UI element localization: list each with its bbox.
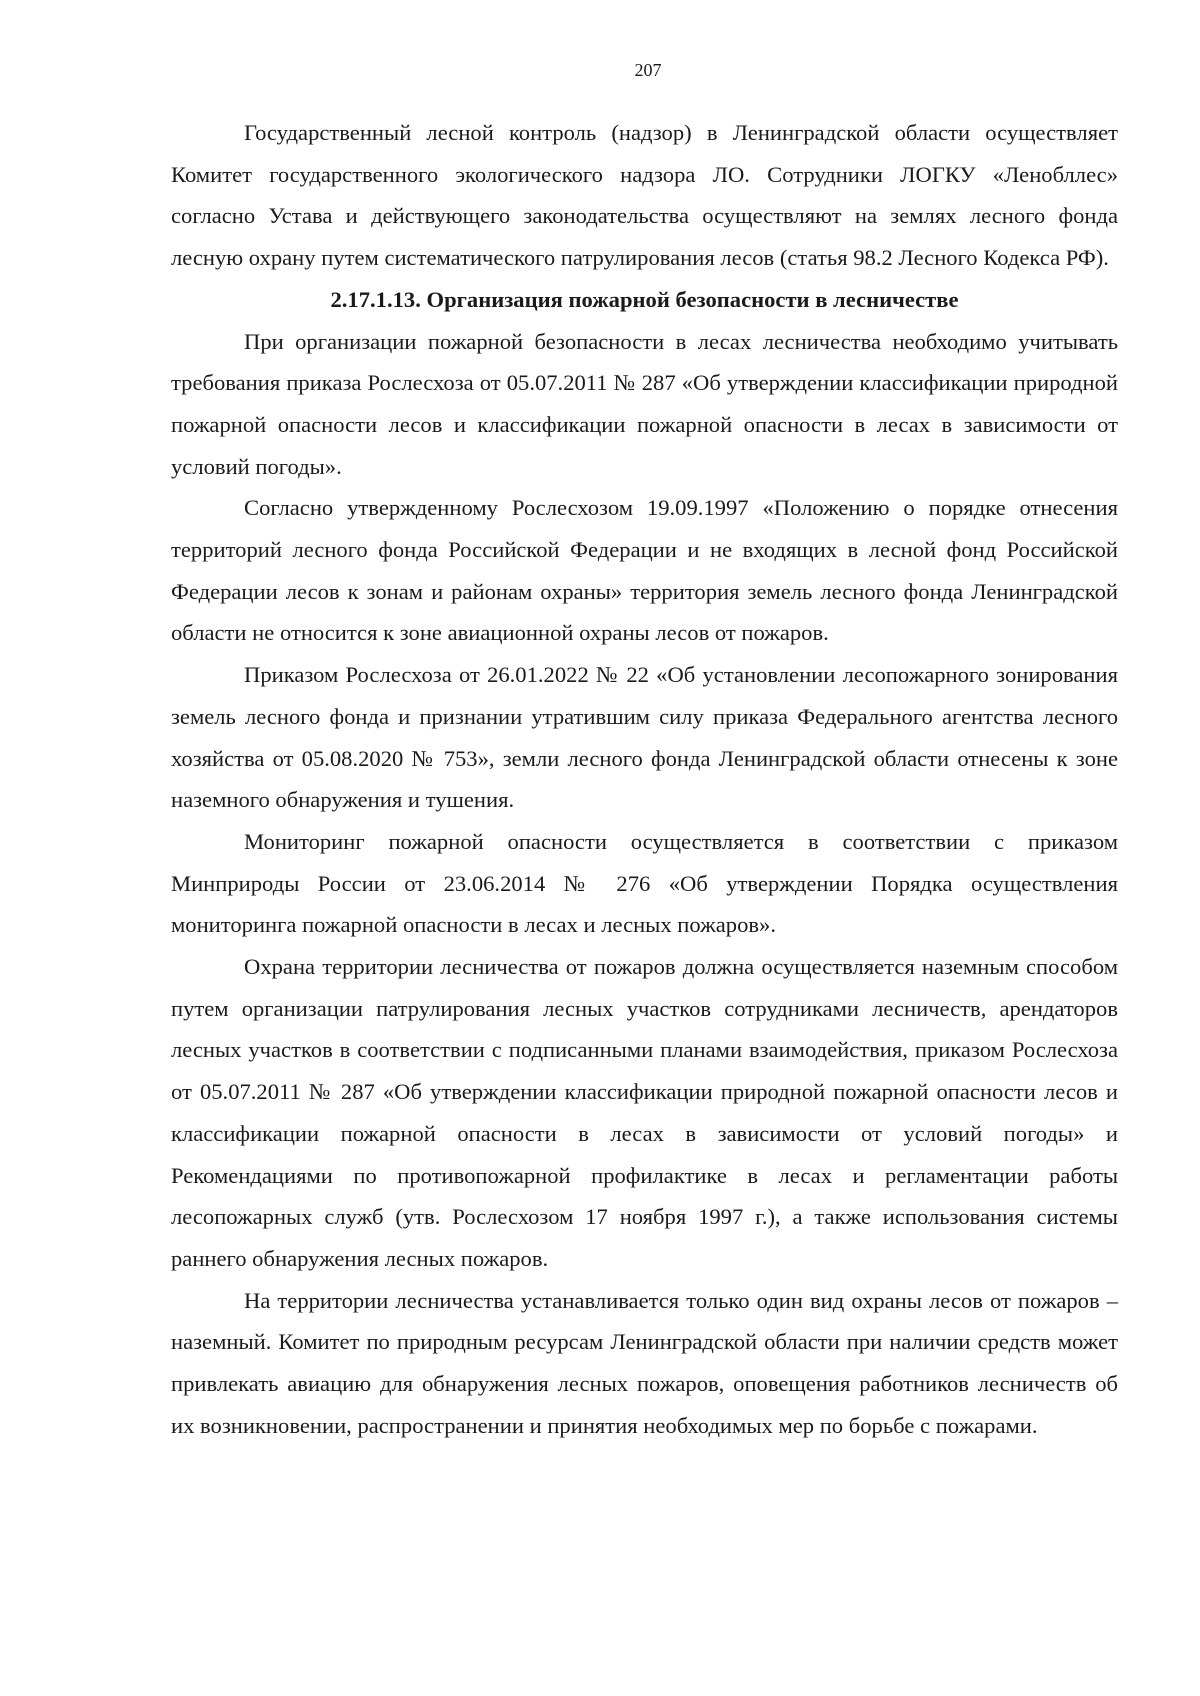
paragraph-protection-zones: Согласно утвержденному Рослесхозом 19.09.1997 «Положению о порядке отнесения территорий лесного фонда Российской Федерации и не входящих в лесной фонд Российской Федерации лесов к зонам и районам охраны» территория земель лесного фонда Ленинградской области не относится к зоне авиационной охраны лесов от пожаров. <box>171 495 1118 646</box>
paragraph-fire-monitoring: Мониторинг пожарной опасности осуществляется в соответствии с приказом Минприроды России от 23.06.2014 № 276 «Об утверждении Порядка осуществления мониторинга пожарной опасности в лесах и лесных пожаров». <box>171 828 1118 938</box>
page-number: 207 <box>634 60 662 80</box>
paragraph-ground-protection: Охрана территории лесничества от пожаров должна осуществляется наземным способом путем организации патрулирования лесных участков сотрудниками лесничеств, арендаторов лесных участков в соответствии с подписанными планами взаимодействия, приказом Рослесхоза от 05.07.2011 № 287 «Об утверждении классификации природной пожарной опасности лесов и классификации пожарной опасности в лесах в зависимости от условий погоды» и Рекомендациями по противопожарной профилактике в лесах и регламентации работы лесопожарных служб (утв. Рослесхозом 17 ноября 1997 г.), а также использования системы раннего обнаружения лесных пожаров. <box>171 954 1118 1271</box>
document-body <box>171 112 1118 1447</box>
section-heading: 2.17.1.13. Организация пожарной безопасности в лесничестве <box>330 286 959 312</box>
paragraph-protection-type: На территории лесничества устанавливается только один вид охраны лесов от пожаров – наземный. Комитет по природным ресурсам Ленинградской области при наличии средств может привлекать авиацию для обнаружения лесных пожаров, оповещения работников лесничеств об их возникновении, распространении и принятия необходимых мер по борьбе с пожарами. <box>171 1287 1118 1438</box>
paragraph-forest-control: Государственный лесной контроль (надзор) в Ленинградской области осуществляет Комитет государственного экологического надзора ЛО. Сотрудники ЛОГКУ «Ленобллес» согласно Устава и действующего законодательства осуществляют на землях лесного фонда лесную охрану путем систематического патрулирования лесов (статья 98.2 Лесного Кодекса РФ). <box>171 120 1118 271</box>
paragraph-fire-safety-requirements: При организации пожарной безопасности в лесах лесничества необходимо учитывать требования приказа Рослесхоза от 05.07.2011 № 287 «Об утверждении классификации природной пожарной опасности лесов и классификации пожарной опасности в лесах в зависимости от условий погоды». <box>171 328 1118 479</box>
paragraph-fire-zoning: Приказом Рослесхоза от 26.01.2022 № 22 «Об установлении лесопожарного зонирования земель лесного фонда и признании утратившим силу приказа Федерального агентства лесного хозяйства от 05.08.2020 № 753», земли лесного фонда Ленинградской области отнесены к зоне наземного обнаружения и тушения. <box>171 662 1118 813</box>
